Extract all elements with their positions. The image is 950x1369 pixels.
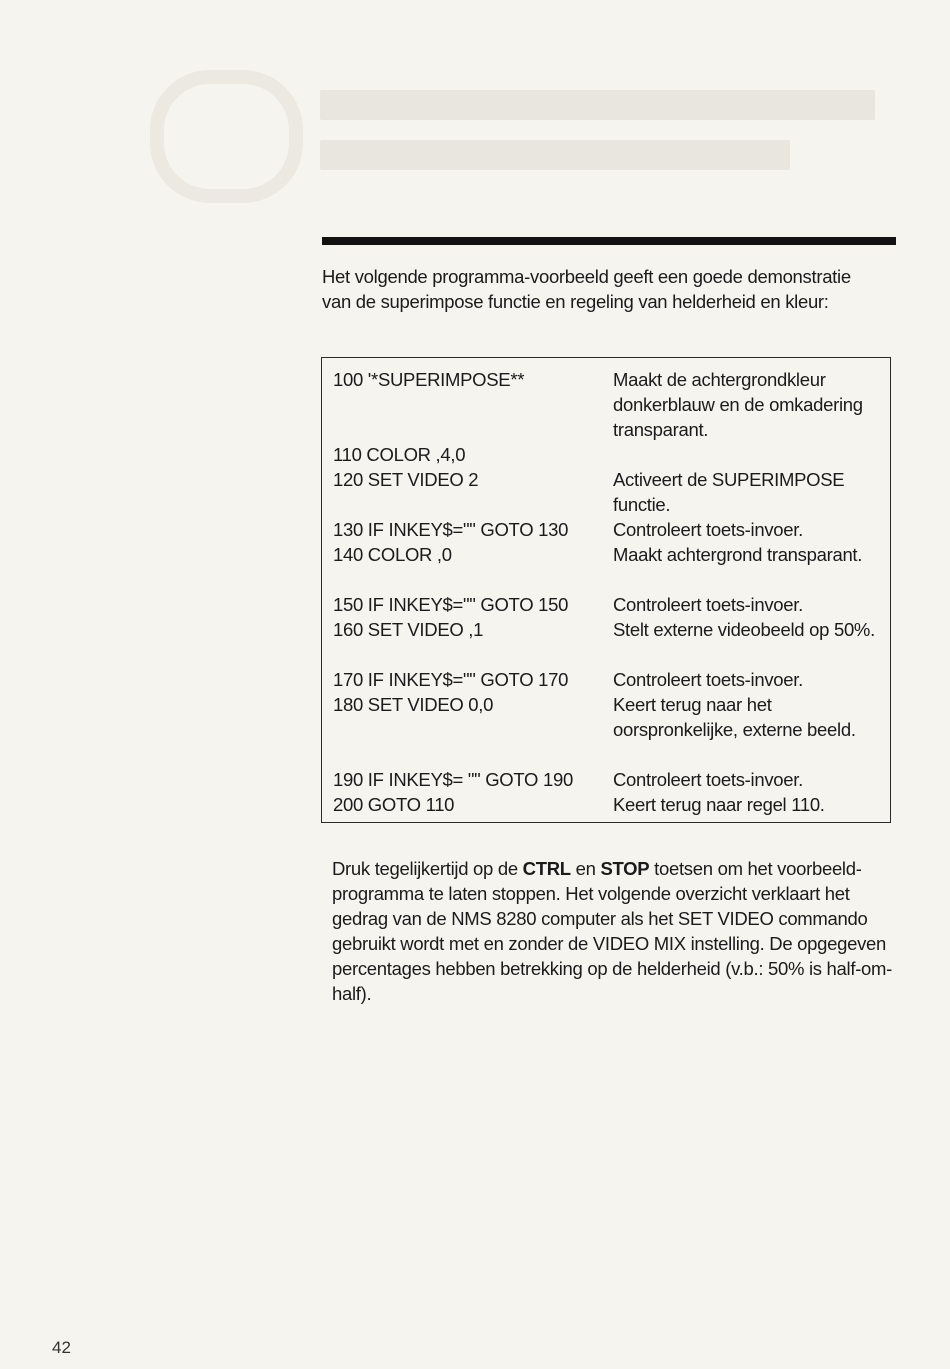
code-line: 200 GOTO 110 <box>333 794 455 815</box>
outro-text: toetsen om het voorbeeld-programma te laten stoppen. Het volgende overzicht verklaart het gedrag van de NMS 8280 computer als het SET VIDEO commando gebruikt wordt met en zonder de VIDEO MIX instelling. De opgegeven percentages hebben betrekking op de helderheid (v.b.: 50% is half-om-half). <box>332 858 893 1004</box>
code-comment: Controleert toets-invoer. <box>613 594 803 615</box>
outro-text: Druk tegelijkertijd op de <box>332 858 523 879</box>
code-line: 130 IF INKEY$="" GOTO 130 <box>333 519 569 540</box>
section-rule <box>322 237 896 245</box>
code-comment: Maakt achtergrond transparant. <box>613 544 863 565</box>
code-comment: Activeert de SUPERIMPOSE functie. <box>613 469 845 515</box>
outro-text: en <box>570 858 601 879</box>
bleed-through-mark <box>320 90 875 120</box>
code-line: 120 SET VIDEO 2 <box>333 469 479 490</box>
code-line: 100 '*SUPERIMPOSE** <box>333 369 525 390</box>
program-listing-box <box>321 357 891 823</box>
code-comment: Keert terug naar regel 110. <box>613 794 825 815</box>
bleed-through-mark <box>320 140 790 170</box>
stop-key-label: STOP <box>600 858 650 879</box>
code-line: 160 SET VIDEO ,1 <box>333 619 484 640</box>
code-line: 190 IF INKEY$= "" GOTO 190 <box>333 769 573 790</box>
outro-paragraph <box>332 856 892 1006</box>
code-line: 140 COLOR ,0 <box>333 544 452 565</box>
code-line: 150 IF INKEY$="" GOTO 150 <box>333 594 569 615</box>
code-line: 110 COLOR ,4,0 <box>333 444 466 465</box>
code-comment: Controleert toets-invoer. <box>613 769 803 790</box>
code-comment: Controleert toets-invoer. <box>613 519 803 540</box>
code-comment: Maakt de achtergrondkleur donkerblauw en de omkadering transparant. <box>613 369 863 440</box>
intro-paragraph: Het volgende programma-voorbeeld geeft een goede demonstratie van de superimpose functie en regeling van helderheid en kleur: <box>322 266 851 312</box>
bleed-through-mark <box>150 70 303 203</box>
page-number: 42 <box>52 1338 71 1357</box>
code-line: 170 IF INKEY$="" GOTO 170 <box>333 669 569 690</box>
code-comment: Controleert toets-invoer. <box>613 669 803 690</box>
code-line: 180 SET VIDEO 0,0 <box>333 694 494 715</box>
code-comment: Stelt externe videobeeld op 50%. <box>613 619 875 640</box>
ctrl-key-label: CTRL <box>522 858 571 879</box>
code-comment: Keert terug naar het oorspronkelijke, externe beeld. <box>613 694 856 740</box>
